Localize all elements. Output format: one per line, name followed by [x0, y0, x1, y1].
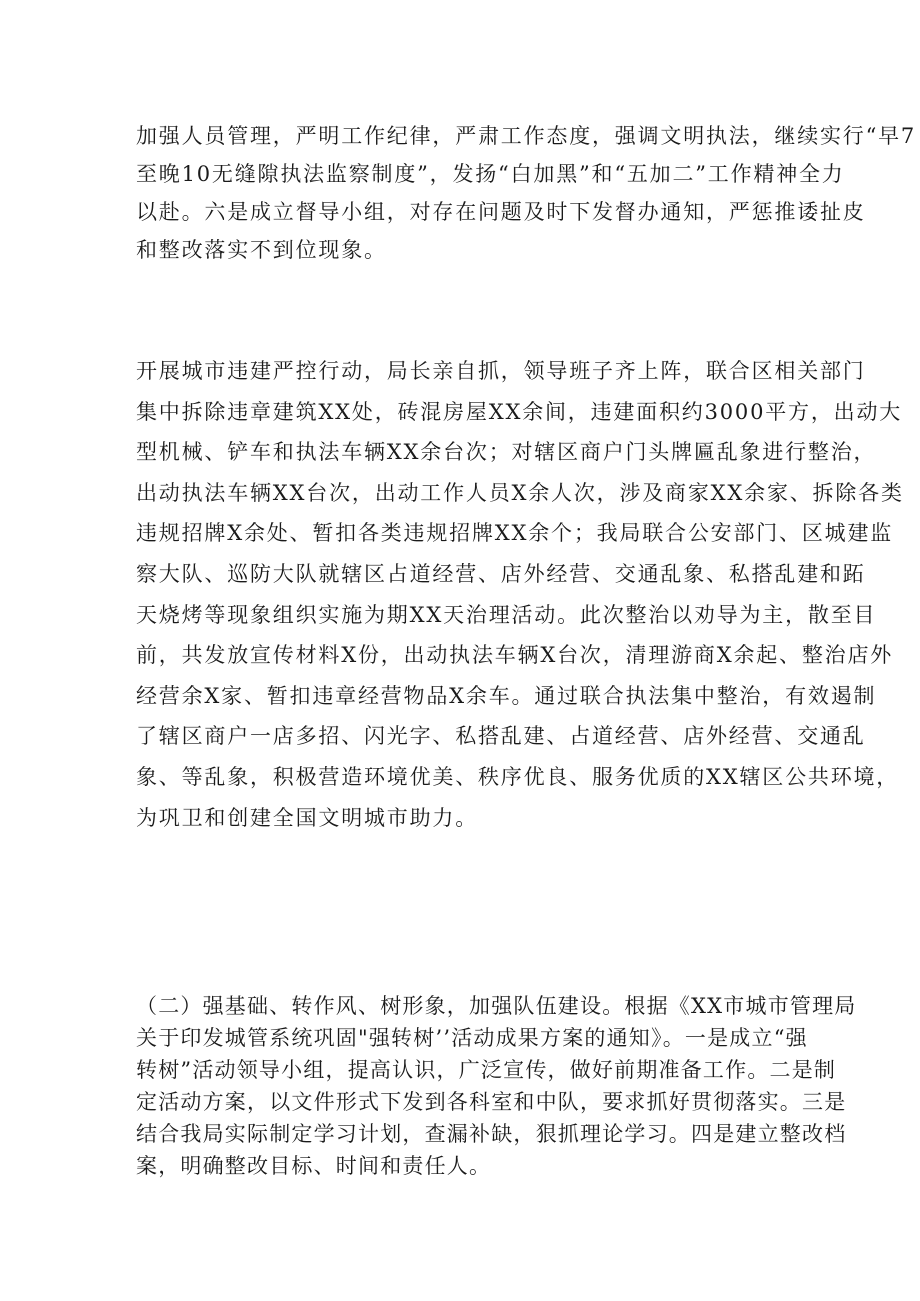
text-line: 结合我局实际制定学习计划，查漏补缺，狠抓理论学习。四是建立整改档	[136, 1122, 847, 1146]
text-line: 了辖区商户一店多招、闪光字、私搭乱建、占道经营、店外经营、交通乱	[136, 724, 866, 749]
text-line: 加强人员管理，严明工作纪律，严肃工作态度，强调文明执法，继续实行“早7	[136, 124, 917, 148]
text-line: 察大队、巡防大队就辖区占道经营、店外经营、交通乱象、私搭乱建和跖	[136, 561, 866, 586]
text-line: 前，共发放宣传材料X份，出动执法车辆X台次，清理游商X余起、整治店外	[136, 643, 894, 668]
text-line: 型机械、铲车和执法车辆XX余台次；对辖区商户门头牌匾乱象进行整治，	[136, 440, 877, 465]
text-line: 象、等乱象，积极营造环境优美、秩序优良、服务优质的XX辖区公共环境，	[136, 764, 900, 789]
text-line: 定活动方案，以文件形式下发到各科室和中队，要求抓好贯彻落实。三是	[136, 1090, 847, 1114]
text-line: 集中拆除违章建筑XX处，砖混房屋XX余间，违建面积约3000平方，出动大	[136, 399, 903, 424]
paragraph-team-building	[136, 990, 857, 1182]
paragraph-discipline	[136, 117, 917, 269]
text-line: 和整改落实不到位现象。	[136, 238, 387, 262]
text-line: 经营余X家、暂扣违章经营物品X余车。通过联合执法集中整治，有效遏制	[136, 683, 877, 708]
text-line: （二）强基础、转作风、树形象，加强队伍建设。根据《XX市城市管理局	[136, 994, 857, 1018]
text-line: 关于印发城管系统巩固"强转树’’活动成果方案的通知》。一是成立“强	[136, 1026, 808, 1050]
text-line: 至晚10无缝隙执法监察制度”，发扬“白加黑”和“五加二”工作精神全力	[136, 162, 845, 186]
paragraph-illegal-construction	[136, 351, 904, 838]
text-line: 为巩卫和创建全国文明城市助力。	[136, 805, 478, 830]
text-line: 案，明确整改目标、时间和责任人。	[136, 1154, 492, 1178]
text-line: 出动执法车辆XX台次，出动工作人员X余人次，涉及商家XX余家、拆除各类	[136, 480, 904, 505]
text-line: 转树”活动领导小组，提高认识，广泛宣传，做好前期准备工作。二是制	[136, 1058, 837, 1082]
text-line: 天烧烤等现象组织实施为期XX天治理活动。此次整治以劝导为主，散至目	[136, 602, 877, 627]
text-line: 以赴。六是成立督导小组，对存在问题及时下发督办通知，严惩推诿扯皮	[136, 200, 866, 224]
text-line: 违规招牌X余处、暂扣各类违规招牌XX余个；我局联合公安部门、区城建监	[136, 521, 894, 546]
text-line: 开展城市违建严控行动，局长亲自抓，领导班子齐上阵，联合区相关部门	[136, 359, 866, 383]
